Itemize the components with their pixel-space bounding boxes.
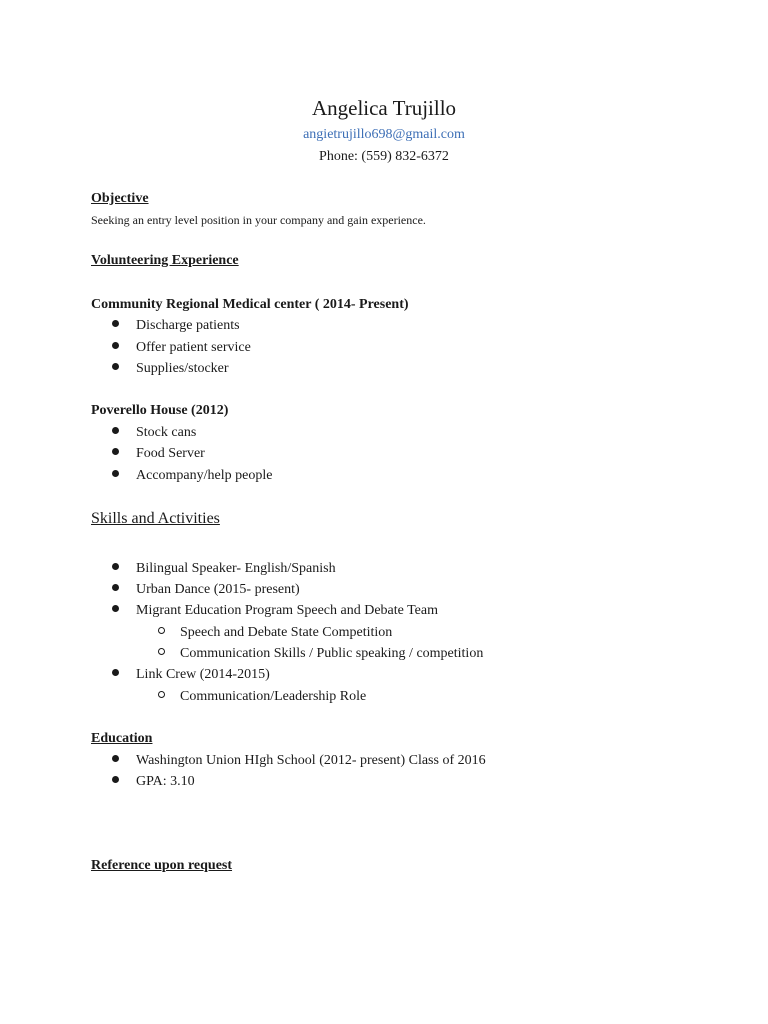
- email-link[interactable]: angietrujillo698@gmail.com: [303, 127, 465, 142]
- bullet-icon: [112, 470, 119, 477]
- circle-bullet-icon: [158, 691, 165, 698]
- list-item: Supplies/stocker: [112, 360, 229, 378]
- list-item: Bilingual Speaker- English/Spanish: [112, 560, 336, 578]
- volunteer-entry-title: Community Regional Medical center ( 2014- Present): [91, 297, 409, 312]
- list-item: Discharge patients: [112, 317, 240, 335]
- list-item: Link Crew (2014-2015): [112, 666, 270, 684]
- bullet-icon: [112, 605, 119, 612]
- list-item: Migrant Education Program Speech and Debate Team: [112, 602, 438, 620]
- sub-list-item: Communication/Leadership Role: [158, 688, 366, 706]
- volunteer-entry-title: Poverello House (2012): [91, 403, 229, 418]
- objective-heading: Objective: [91, 191, 149, 206]
- volunteering-heading: Volunteering Experience: [91, 253, 239, 268]
- list-item: Accompany/help people: [112, 467, 272, 485]
- list-item: Urban Dance (2015- present): [112, 581, 300, 599]
- sub-list-item: Speech and Debate State Competition: [158, 624, 392, 642]
- bullet-icon: [112, 669, 119, 676]
- references-heading: Reference upon request: [91, 858, 233, 873]
- list-item: Food Server: [112, 445, 205, 463]
- objective-text: Seeking an entry level position in your company and gain experience.: [91, 213, 426, 227]
- list-item: Offer patient service: [112, 339, 251, 357]
- phone-number: Phone: (559) 832-6372: [319, 149, 449, 164]
- education-heading: Education: [91, 731, 153, 746]
- circle-bullet-icon: [158, 648, 165, 655]
- bullet-icon: [112, 776, 119, 783]
- list-item: Stock cans: [112, 424, 196, 442]
- bullet-icon: [112, 427, 119, 434]
- bullet-icon: [112, 320, 119, 327]
- list-item: GPA: 3.10: [112, 773, 195, 791]
- bullet-icon: [112, 563, 119, 570]
- circle-bullet-icon: [158, 627, 165, 634]
- applicant-name: Angelica Trujillo: [311, 96, 457, 120]
- bullet-icon: [112, 448, 119, 455]
- bullet-icon: [112, 363, 119, 370]
- bullet-icon: [112, 342, 119, 349]
- skills-heading: Skills and Activities: [91, 510, 220, 527]
- bullet-icon: [112, 755, 119, 762]
- bullet-icon: [112, 584, 119, 591]
- list-item: Washington Union HIgh School (2012- present) Class of 2016: [112, 752, 486, 770]
- sub-list-item: Communication Skills / Public speaking / competition: [158, 645, 483, 663]
